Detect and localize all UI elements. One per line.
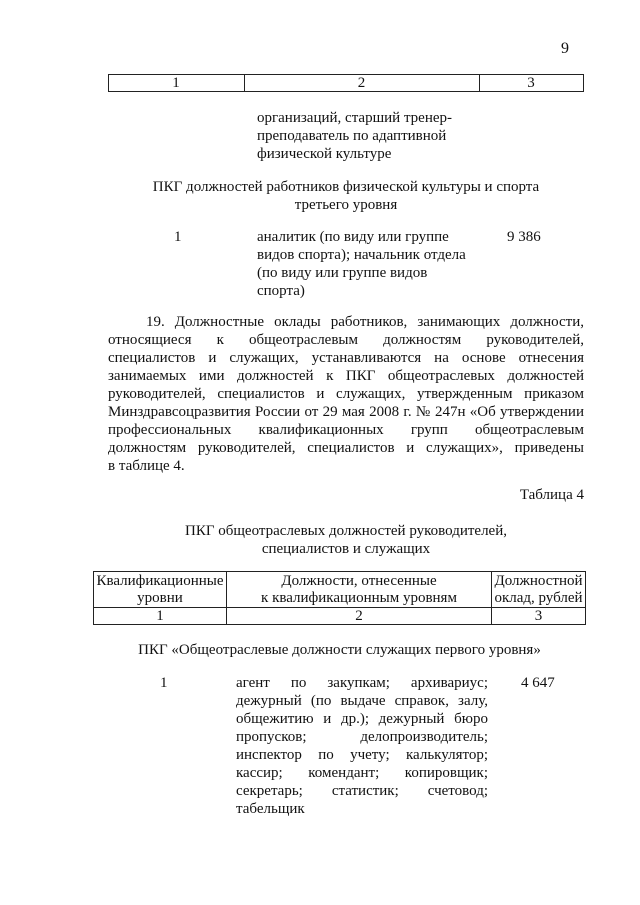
text-line: специалистов и служащих, устанавливаются на основе отнесения (108, 350, 584, 366)
text-line: табельщик (236, 801, 305, 817)
text-line: секретарь; статистик; счетовод; (236, 783, 488, 799)
text-line: оклад, рублей (494, 590, 583, 606)
salary-value: 9 386 (507, 229, 541, 245)
text-line: инспектор по учету; калькулятор; (236, 747, 488, 763)
text-line: кассир; комендант; копировщик; (236, 765, 488, 781)
qualification-level: 1 (160, 675, 168, 691)
column-number-2: 2 (357, 75, 366, 91)
text-line: специалистов и служащих (261, 541, 431, 557)
text-line: агент по закупкам; архивариус; (236, 675, 488, 691)
text-line: Должности, отнесенные (281, 573, 437, 589)
text-line: преподаватель по адаптивной (257, 128, 447, 144)
table4-title (108, 522, 584, 558)
text-line: уровни (137, 590, 183, 606)
pkg-group-title: ПКГ «Общеотраслевые должности служащих первого уровня» (138, 642, 541, 658)
text-line: в таблице 4. (108, 458, 185, 474)
text-line: профессиональных квалификационных групп общеотраслевым (108, 422, 584, 438)
pkg-sport-third-title (108, 178, 584, 214)
text-line: физической культуре (257, 146, 392, 162)
text-line: Минздравсоцразвития России от 29 мая 2008 г. № 247н «Об утверждении (108, 404, 584, 420)
text-line: ПКГ должностей работников физической культуры и спорта (152, 179, 540, 195)
column-number-3: 3 (527, 75, 535, 91)
page-number: 9 (561, 40, 569, 57)
continued-table-header (108, 74, 584, 92)
column-number-3: 3 (534, 608, 543, 624)
text-line: видов спорта); начальник отдела (257, 247, 466, 263)
table4-header (93, 571, 586, 625)
qualification-level: 1 (174, 229, 182, 245)
text-line: Должностной (494, 573, 583, 589)
text-line: общежитию и др.); дежурный бюро (236, 711, 488, 727)
text-line: дежурный (по выдаче справок, залу, (236, 693, 488, 709)
header-qualification-levels (94, 573, 226, 607)
paragraph-19 (108, 313, 584, 475)
header-positions (227, 573, 491, 607)
table-label: Таблица 4 (519, 487, 584, 503)
column-number-1: 1 (156, 608, 164, 624)
continued-positions-text (257, 109, 468, 163)
text-line: занимаемых ими должностей к ПКГ общеотраслевых должностей (108, 368, 584, 384)
positions-text (236, 674, 488, 818)
text-line: (по виду или группе видов (257, 265, 428, 281)
text-line: ПКГ общеотраслевых должностей руководителей, (184, 523, 507, 539)
column-number-2: 2 (355, 608, 363, 624)
text-line: аналитик (по виду или группе (257, 229, 449, 245)
text-line: должностям руководителей, специалистов и служащих», приведены (108, 440, 584, 456)
salary-value: 4 647 (521, 675, 555, 691)
text-line: руководителей, специалистов и служащих, утвержденным приказом (108, 386, 584, 402)
text-line: спорта) (257, 283, 305, 299)
text-line: третьего уровня (294, 197, 398, 213)
text-line: относящиеся к общеотраслевым должностям руководителей, (108, 332, 584, 348)
text-line: к квалификационным уровням (261, 590, 457, 606)
text-line: Квалификационные (96, 573, 224, 589)
positions-text (257, 228, 468, 300)
text-line: организаций, старший тренер- (257, 110, 453, 126)
column-number-1: 1 (172, 75, 180, 91)
text-line: пропусков; делопроизводитель; (236, 729, 488, 745)
text-line: 19. Должностные оклады работников, занимающих должности, (146, 314, 584, 330)
header-salary (492, 573, 585, 607)
